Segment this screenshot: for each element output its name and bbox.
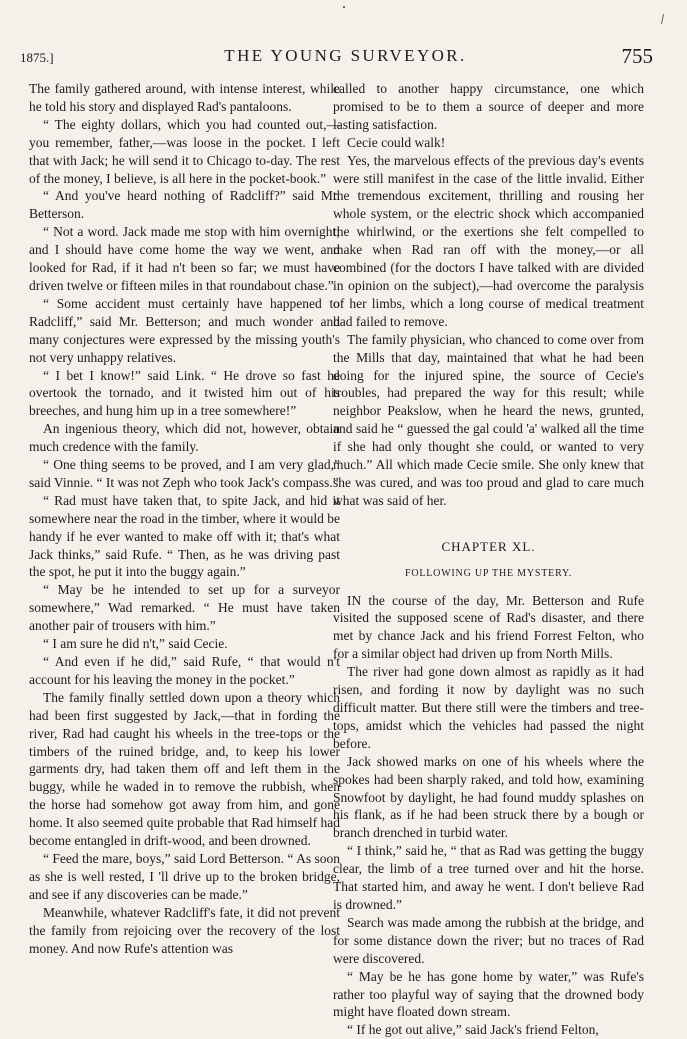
left-column xyxy=(29,80,340,957)
paragraph: The family physician, who chanced to come over from the Mills that day, maintained that what he had been doing for the injured spine, the source of Cecie's troubles, had prepared the way for this result; while neighbor Peakslow, when he heard the news, grunted, and said he “ guessed the gal could 'a' walked all the time if she had only thought she could, or wanted to very much.” All which made Cecie smile. She only knew that she was cured, and was too proud and glad to care much what was said of her. xyxy=(333,331,644,508)
paragraph: Search was made among the rubbish at the bridge, and for some distance down the river; but no traces of Rad were discovered. xyxy=(333,914,644,966)
paragraph: “ May be he intended to set up for a surveyor somewhere,” Wad remarked. “ He must have taken another pair of trousers with him.” xyxy=(29,582,340,634)
paragraph: called to another happy circumstance, one which promised to be to them a source of deeper and more lasting satisfaction. xyxy=(333,81,644,132)
paragraph: An ingenious theory, which did not, however, obtain much credence with the family. xyxy=(29,421,340,455)
paragraph: Jack showed marks on one of his wheels where the spokes had been sharply raked, and told how, examining Snowfoot by daylight, he had found muddy splashes on his flank, as if he had been struck there by a bough or branch drenched in turbid water. xyxy=(333,753,644,841)
chapter-heading: CHAPTER XL. xyxy=(441,538,536,554)
paragraph: “ Rad must have taken that, to spite Jack, and hid it somewhere near the road in the timber, where it would be handy if he ever wanted to make off with it; that's what Jack thinks,” said Rufe. “ Then, as he was driving past the spot, he put it into the buggy again.” xyxy=(29,492,340,580)
paragraph: “ And even if he did,” said Rufe, “ that would n't account for his leaving the money in the pocket.” xyxy=(29,654,340,687)
paragraph: “ I think,” said he, “ that as Rad was getting the buggy clear, the limb of a tree turned over and hit the horse. That started him, and away he went. I don't believe Rad is drowned.” xyxy=(333,843,644,912)
paragraph: “ May be he has gone home by water,” was Rufe's rather too playful way of saying that the drowned body might have floated down stream. xyxy=(333,968,644,1020)
paragraph: Yes, the marvelous effects of the previous day's events were still manifest in the case of the little invalid. Either the tremendous excitement, thrilling and rousing her whole system, or the electric shock which accompanied the whirlwind, or the exertions she felt compelled to make when Rad ran off with the money,—or all combined (for the doctors I have talked with are divided in opinion on the subject),—had overcome the paralysis of her limbs, which a long course of medical treatment had failed to remove. xyxy=(333,152,644,329)
paragraph: “ Feed the mare, boys,” said Lord Betterson. “ As soon as she is well rested, I 'll drive up to the broken bridge, and see if any discoveries can be made.” xyxy=(29,850,340,902)
page-header xyxy=(20,40,671,74)
running-title: THE YOUNG SURVEYOR. xyxy=(224,46,467,65)
paragraph: “ I am sure he did n't,” said Cecie. xyxy=(43,636,228,652)
paragraph: “ One thing seems to be proved, and I am very glad,” said Vinnie. “ It was not Zeph who took Jack's compass.” xyxy=(29,457,340,490)
paragraph: Cecie could walk! xyxy=(347,134,446,150)
paragraph: “ I bet I know!” said Link. “ He drove so fast he overtook the tornado, and it twisted him out of his breeches, and hung him up in a tree somewhere!” xyxy=(29,367,340,419)
page-number: 755 xyxy=(621,44,653,68)
chapter-subtitle: FOLLOWING UP THE MYSTERY. xyxy=(404,567,573,579)
paragraph: The family finally settled down upon a theory which had been first suggested by Jack,—that in fording the river, Rad had caught his wheels in the tree-tops or the timbers of the ruined bridge, and, to keep his lower garments dry, had taken them off and left them in the buggy, while he waded in to remove the rubbish, when the horse had somehow got away from him, and gone home. It also seemed quite probable that Rad himself had become entangled in drift-wood, and been drowned. xyxy=(29,689,340,849)
paragraph: The river had gone down almost as rapidly as it had risen, and fording it now by daylight was no such difficult matter. But there still were the timbers and tree-tops, amidst which the vehicles had passed the night before. xyxy=(333,664,644,751)
paragraph: “ If he got out alive,” said Jack's friend Felton, xyxy=(347,1022,599,1038)
paragraph: Meanwhile, whatever Radcliff's fate, it did not prevent the family from rejoicing over the recovery of the lost money. And now Rufe's attention was xyxy=(29,904,340,956)
paragraph: “ Not a word. Jack made me stop with him overnight; and I should have come home the way we went, and looked for Rad, if it had n't been so far; we must have driven twelve or fifteen miles in that roundabout chase.” xyxy=(29,224,340,293)
header-year: 1875.] xyxy=(20,50,54,65)
paragraph: The family gathered around, with intense interest, while he told his story and displayed Rad's pantaloons. xyxy=(29,81,340,114)
print-speck xyxy=(343,6,345,8)
margin-mark xyxy=(661,14,664,24)
paragraph: IN the course of the day, Mr. Betterson and Rufe visited the supposed scene of Rad's disaster, and there met by chance Jack and his friend Forrest Felton, who for a similar object had driven up from North Mills. xyxy=(333,592,644,662)
right-column xyxy=(333,80,644,1039)
paragraph: “ The eighty dollars, which you had counted out,—you remember, father,—was loose in the pocket. I left that with Jack; he will send it to Chicago to-day. The rest of the money, I believe, is all here in the pocket-book.” xyxy=(29,116,340,186)
paragraph: “ And you've heard nothing of Radcliff?” said Mr. Betterson. xyxy=(29,188,340,222)
paragraph: “ Some accident must certainly have happened to Radcliff,” said Mr. Betterson; and much wonder and many conjectures were expressed by the missing youth's not very unhappy relatives. xyxy=(29,295,340,365)
